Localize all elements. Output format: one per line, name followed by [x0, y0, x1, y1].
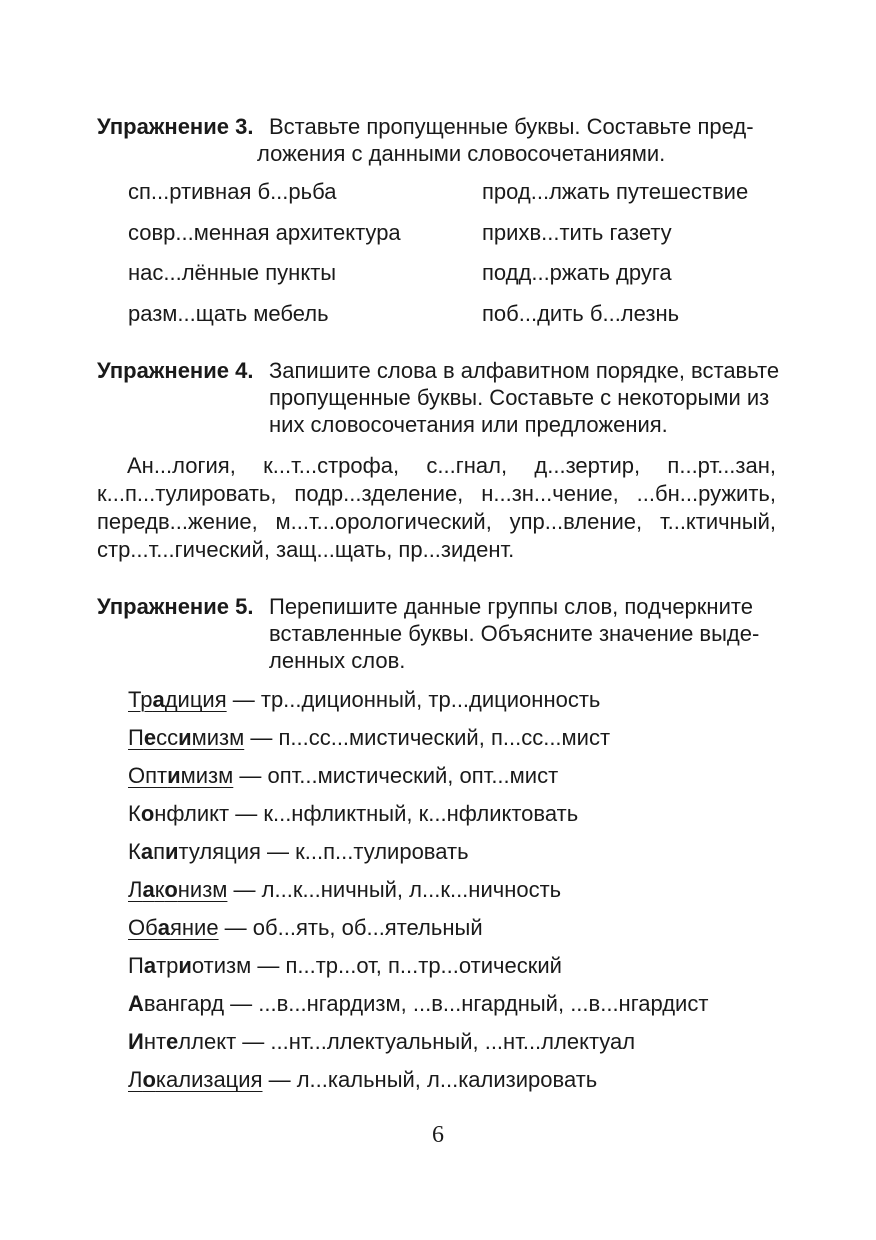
phrase: сп...ртивная б...рьба [128, 179, 337, 204]
highlighted-word: Интеллект [128, 1029, 237, 1054]
exercise-4-label: Упражнение 4. [97, 358, 254, 383]
phrase: совр...менная архитектура [128, 220, 401, 245]
exercise-4-heading [97, 357, 780, 439]
highlighted-word: Пессимизм [128, 725, 245, 750]
derived-words: — п...тр...от, п...тр...отический [251, 953, 562, 978]
highlighted-word: Конфликт [128, 801, 230, 826]
exercise-5-instruction-line-1: Перепишите данные группы слов, подчеркните [269, 594, 753, 619]
derived-words: — тр...диционный, тр...диционность [226, 687, 601, 712]
highlighted-word: Авангард [128, 991, 225, 1016]
exercise-4-instruction-line-2: пропущенные буквы. Составьте с некоторыми из [269, 385, 770, 410]
derived-words: — к...п...тулировать [260, 839, 469, 864]
derived-words: — ...в...нгардизм, ...в...нгардный, ...в...нгардист [224, 991, 709, 1016]
highlighted-word: Капитуляция [128, 839, 261, 864]
phrase: разм...щать мебель [128, 301, 329, 326]
exercise-4-instruction-line-3: них словосочетания или предложения. [269, 412, 668, 437]
phrase: прихв...тить газету [482, 220, 672, 245]
exercise-3-heading [97, 113, 777, 169]
exercise-4-word-list [97, 452, 776, 564]
exercise-5-instruction-line-2: вставленные буквы. Объясните значение выде- [269, 621, 760, 646]
phrase: подд...ржать друга [482, 260, 672, 285]
word-group [128, 876, 561, 904]
highlighted-word: Обаяние [128, 915, 219, 940]
word-group [128, 800, 578, 828]
word-group [128, 1066, 597, 1094]
exercise-3-label: Упражнение 3. [97, 114, 254, 139]
word-group [128, 914, 483, 942]
highlighted-word: Оптимизм [128, 763, 234, 788]
phrase: прод...лжать путешествие [482, 179, 749, 204]
phrase: нас...лённые пункты [128, 260, 337, 285]
word-list-line: Ан...логия, к...т...строфа, с...гнал, д...зертир, п...рт...зан, [127, 453, 776, 478]
word-group [128, 724, 610, 752]
highlighted-word: Патриотизм [128, 953, 252, 978]
highlighted-word: Традиция [128, 687, 227, 712]
word-list-line: передв...жение, м...т...орологический, упр...вление, т...ктичный, [97, 509, 776, 534]
derived-words: — л...к...ничный, л...к...ничность [227, 877, 562, 902]
highlighted-word: Локализация [128, 1067, 263, 1092]
derived-words: — п...сс...мистический, п...сс...мист [244, 725, 611, 750]
exercise-5-label: Упражнение 5. [97, 594, 254, 619]
exercise-3-row [128, 301, 788, 331]
page-number: 6 [432, 1122, 444, 1148]
word-group [128, 1028, 635, 1056]
word-group [128, 762, 558, 790]
exercise-4-instruction-line-1: Запишите слова в алфавитном порядке, вставьте [269, 358, 780, 383]
derived-words: — ...нт...ллектуальный, ...нт...ллектуал [236, 1029, 636, 1054]
exercise-5-heading [97, 593, 777, 675]
phrase: поб...дить б...лезнь [482, 301, 680, 326]
exercise-5-instruction-line-3: ленных слов. [269, 648, 406, 673]
exercise-3-instruction-line-2: ложения с данными словосочетаниями. [257, 141, 666, 166]
highlighted-word: Лаконизм [128, 877, 228, 902]
exercise-3-row [128, 220, 788, 250]
derived-words: — л...кальный, л...кализировать [262, 1067, 598, 1092]
word-list-line: стр...т...гический, защ...щать, пр...зидент. [97, 537, 515, 562]
word-group [128, 838, 469, 866]
exercise-3-row [128, 260, 788, 290]
exercise-3-instruction-line-1: Вставьте пропущенные буквы. Составьте пред- [269, 114, 754, 139]
derived-words: — опт...мистический, опт...мист [233, 763, 559, 788]
word-group [128, 686, 600, 714]
derived-words: — к...нфликтный, к...нфликтовать [229, 801, 579, 826]
word-group [128, 990, 708, 1018]
derived-words: — об...ять, об...ятельный [218, 915, 483, 940]
exercise-3-row [128, 179, 788, 209]
word-group [128, 952, 562, 980]
word-list-line: к...п...тулировать, подр...зделение, н...зн...чение, ...бн...ружить, [97, 481, 776, 506]
